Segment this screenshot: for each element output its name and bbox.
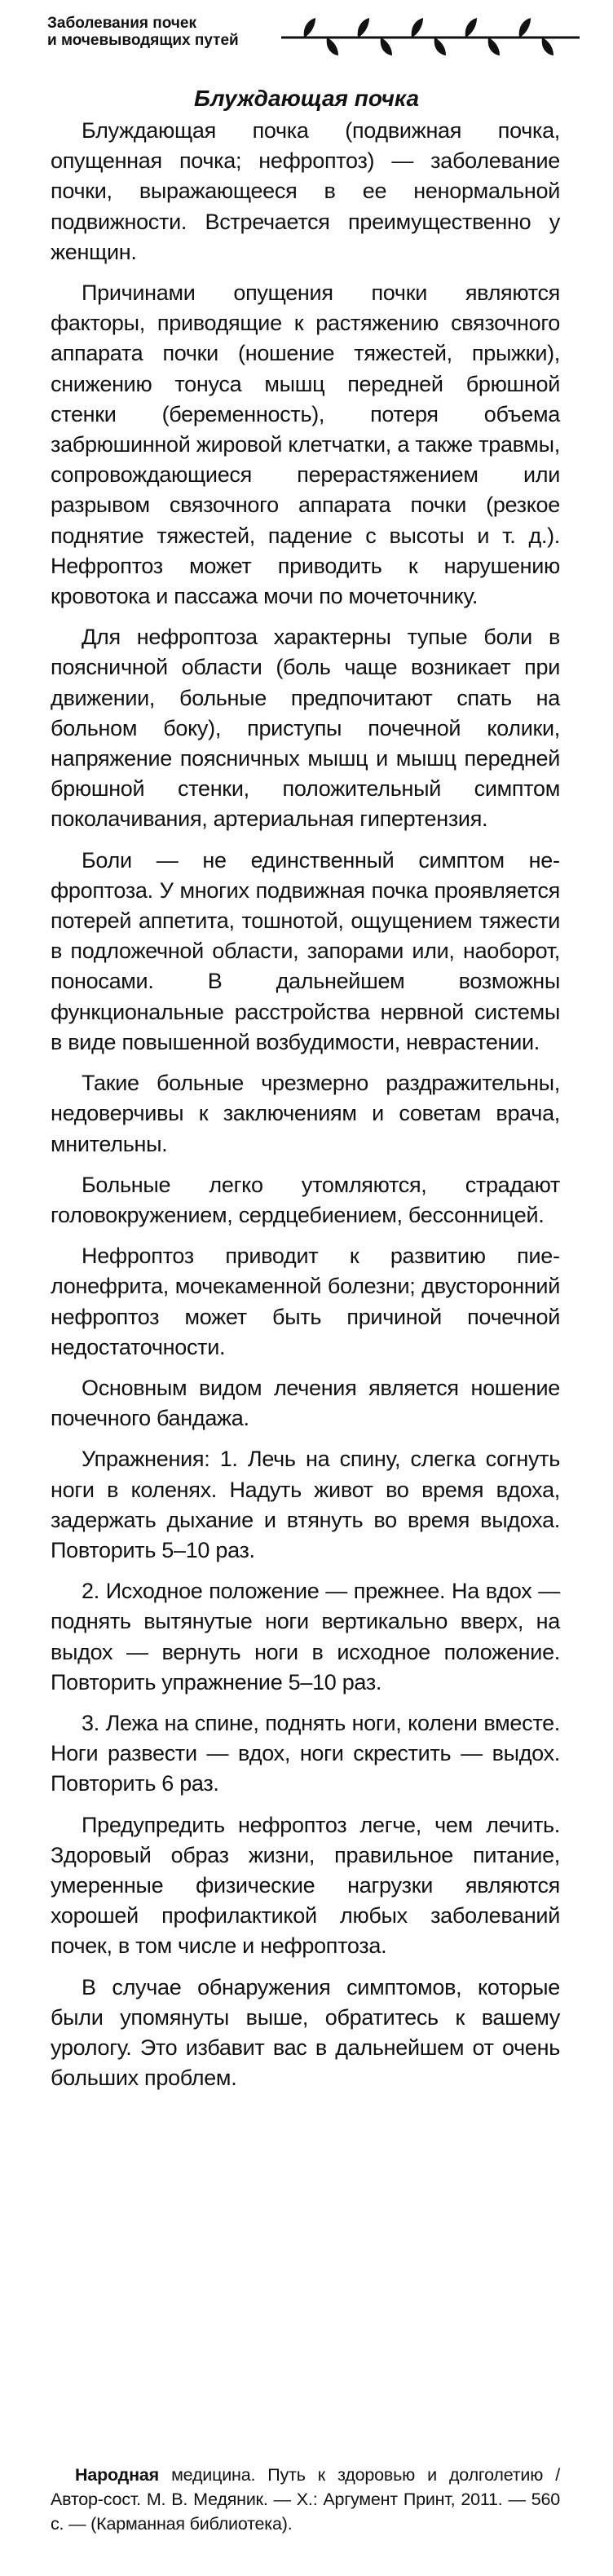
exercise-paragraph: 2. Исходное положение — прежнее. На вдох — поднять вытянутые ноги вертикально вверх, на выдох — вернуть ноги в исходное положение. Повторить упражнение 5–10 раз. — [51, 1579, 560, 1695]
source-citation — [51, 2463, 560, 2536]
paragraph: Такие больные чрезмерно раздражительны, недоверчивы к заключениям и советам врача, мнительны. — [51, 1071, 560, 1156]
section-title-line1: Заболевания почек — [47, 15, 196, 32]
article-body — [51, 116, 560, 2104]
citation-text: медицина. Путь к здоровью и долголетию / Автор-сост. М. В. Медяник. — Х.: Аргумент Принт, 2011. — 560 с. — (Карманная библиотека). — [51, 2465, 560, 2534]
paragraph: В случае обнаружения симптомов, которые были упомянуты выше, обратитесь к вашему урологу. Это избавит вас в дальнейшем от очень больших проблем. — [51, 1974, 560, 2091]
paragraph: Основным видом лечения является ношение почечного бандажа. — [51, 1375, 560, 1431]
paragraph: Предупредить нефроптоз легче, чем лечить. Здоровый образ жизни, правильное питание, умеренные физические нагрузки являются хорошей профилактикой любых заболеваний почек, в том числе и нефроптоза. — [51, 1812, 560, 1959]
running-header — [47, 11, 577, 62]
section-title — [47, 15, 239, 49]
paragraph: Для нефроптоза характерны тупые боли в поясничной области (боль чаще возникает при движении, больные предпочитают спать на больном боку), приступы почечной колики, напряжение поясничных мышц и мышц передней брюшной стенки, положительный симптом поколачивания, артериальная гипертензия. — [51, 625, 560, 832]
citation-bold: Народная — [75, 2465, 160, 2485]
paragraph: Причинами опущения почки являются факторы, приводящие к растяжению связочного аппарата почки (ношение тяжестей, прыжки), снижению тонуса мышц передней брюшной стенки (беременность), потеря объема забрюшинной жировой клетчатки, а также травмы, сопровождающиеся перерастяжением или разрывом связочного аппарата почки (резкое поднятие тяжестей, падение с высоты и т. д.). Нефроптоз может приводить к нарушению кровотока и пассажа мочи по мочеточнику. — [51, 281, 560, 609]
paragraph: Блуждающая почка (подвижная почка, опущенная почка; нефроптоз) — заболевание почки, выражающееся в ее ненормальной подвижности. Встречается преимущественно у женщин. — [51, 118, 560, 264]
paragraph: Боли — не единственный симптом нефроптоза. У многих подвижная почка проявляется потерей аппетита, тошнотой, ощущением тяжести в подложечной области, запорами или, наоборот, поносами. В дальнейшем возможны функциональные расстройства нервной системы в виде повышенной возбудимости, неврастении. — [51, 847, 560, 1054]
exercise-paragraph: Упражнения: 1. Лечь на спину, слегка согнуть ноги в коленях. Надуть живот во время вдоха, задержать дыхание и втянуть во время выдоха. Повторить 5–10 раз. — [51, 1447, 560, 1562]
paragraph: Нефроптоз приводит к развитию пиелонефрита, мочекаменной болезни; двусторонний нефроптоз может быть причиной почечной недостаточности. — [51, 1244, 560, 1359]
article-title: Блуждающая почка — [193, 86, 420, 111]
section-title-line2: и мочевыводящих путей — [47, 32, 239, 49]
exercise-paragraph: 3. Лежа на спине, поднять ноги, колени вместе. Ноги развести — вдох, ноги скрестить — выдох. Повторить 6 раз. — [51, 1710, 560, 1796]
leaf-vine-ornament-icon — [280, 16, 581, 57]
paragraph: Больные легко утомляются, страдают головокружением, сердцебиением, бессонницей. — [51, 1172, 560, 1227]
